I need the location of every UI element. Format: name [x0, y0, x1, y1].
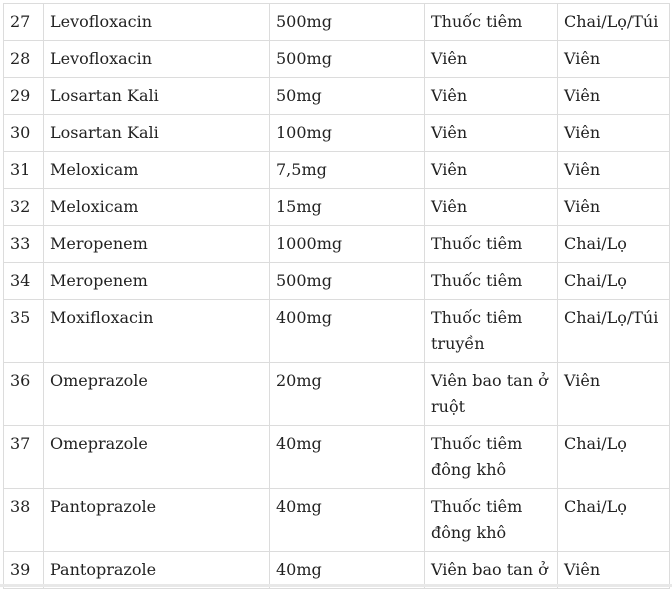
- cell-unit: Viên: [558, 189, 670, 226]
- cell-strength: 50mg: [270, 78, 425, 115]
- cell-drug-name: Moxifloxacin: [44, 300, 270, 363]
- cell-dosage-form: Viên: [425, 115, 558, 152]
- cell-unit: Chai/Lọ: [558, 489, 670, 552]
- cell-strength: 500mg: [270, 263, 425, 300]
- cell-dosage-form: Thuốc tiêm đông khô: [425, 426, 558, 489]
- cell-strength: 40mg: [270, 489, 425, 552]
- table-row: [4, 189, 670, 226]
- cell-unit: Viên: [558, 363, 670, 426]
- table-row: [4, 115, 670, 152]
- cell-strength: 1000mg: [270, 226, 425, 263]
- cell-unit: Viên: [558, 78, 670, 115]
- cell-drug-name: Levofloxacin: [44, 41, 270, 78]
- cell-index: 32: [4, 189, 44, 226]
- cell-index: 39: [4, 552, 44, 589]
- cell-strength: 400mg: [270, 300, 425, 363]
- table-row: [4, 300, 670, 363]
- cell-index: 28: [4, 41, 44, 78]
- cell-drug-name: Omeprazole: [44, 426, 270, 489]
- cell-strength: 500mg: [270, 4, 425, 41]
- cell-strength: 20mg: [270, 363, 425, 426]
- cell-strength: 500mg: [270, 41, 425, 78]
- table-row: [4, 41, 670, 78]
- cell-unit: Viên: [558, 41, 670, 78]
- cell-drug-name: Omeprazole: [44, 363, 270, 426]
- cell-unit: Chai/Lọ: [558, 426, 670, 489]
- table-row: [4, 78, 670, 115]
- cell-dosage-form: Viên: [425, 41, 558, 78]
- cell-drug-name: Pantoprazole: [44, 552, 270, 589]
- cell-unit: Viên: [558, 552, 670, 589]
- table-row: [4, 152, 670, 189]
- cell-strength: 100mg: [270, 115, 425, 152]
- cell-index: 34: [4, 263, 44, 300]
- table-row: [4, 552, 670, 589]
- cell-dosage-form: Viên: [425, 152, 558, 189]
- cell-dosage-form: Thuốc tiêm: [425, 4, 558, 41]
- table-row: [4, 489, 670, 552]
- table-row: [4, 263, 670, 300]
- table-row: [4, 4, 670, 41]
- drug-table: [3, 3, 670, 589]
- cell-index: 27: [4, 4, 44, 41]
- cell-index: 37: [4, 426, 44, 489]
- cell-strength: 40mg: [270, 552, 425, 589]
- cell-drug-name: Losartan Kali: [44, 115, 270, 152]
- cell-strength: 7,5mg: [270, 152, 425, 189]
- cell-drug-name: Pantoprazole: [44, 489, 270, 552]
- cell-index: 33: [4, 226, 44, 263]
- cell-unit: Chai/Lọ: [558, 263, 670, 300]
- cell-drug-name: Levofloxacin: [44, 4, 270, 41]
- table-row: [4, 363, 670, 426]
- cell-strength: 40mg: [270, 426, 425, 489]
- cell-dosage-form: Viên bao tan ở ruột: [425, 363, 558, 426]
- cell-drug-name: Meloxicam: [44, 189, 270, 226]
- cell-index: 29: [4, 78, 44, 115]
- cell-dosage-form: Thuốc tiêm: [425, 226, 558, 263]
- cell-index: 31: [4, 152, 44, 189]
- cell-dosage-form: Thuốc tiêm đông khô: [425, 489, 558, 552]
- cell-dosage-form: Viên: [425, 189, 558, 226]
- cell-drug-name: Meropenem: [44, 226, 270, 263]
- cell-drug-name: Losartan Kali: [44, 78, 270, 115]
- cell-index: 36: [4, 363, 44, 426]
- cell-unit: Chai/Lọ: [558, 226, 670, 263]
- cell-index: 35: [4, 300, 44, 363]
- cell-drug-name: Meropenem: [44, 263, 270, 300]
- cell-dosage-form: Viên: [425, 78, 558, 115]
- cell-dosage-form: Viên bao tan ở: [425, 552, 558, 589]
- cell-strength: 15mg: [270, 189, 425, 226]
- cell-unit: Chai/Lọ/Túi: [558, 300, 670, 363]
- cell-dosage-form: Thuốc tiêm: [425, 263, 558, 300]
- cell-index: 30: [4, 115, 44, 152]
- cell-unit: Viên: [558, 152, 670, 189]
- drug-table-body: [4, 4, 670, 589]
- cell-index: 38: [4, 489, 44, 552]
- cell-unit: Viên: [558, 115, 670, 152]
- table-row: [4, 426, 670, 489]
- cell-dosage-form: Thuốc tiêm truyền: [425, 300, 558, 363]
- cell-unit: Chai/Lọ/Túi: [558, 4, 670, 41]
- cell-drug-name: Meloxicam: [44, 152, 270, 189]
- table-row: [4, 226, 670, 263]
